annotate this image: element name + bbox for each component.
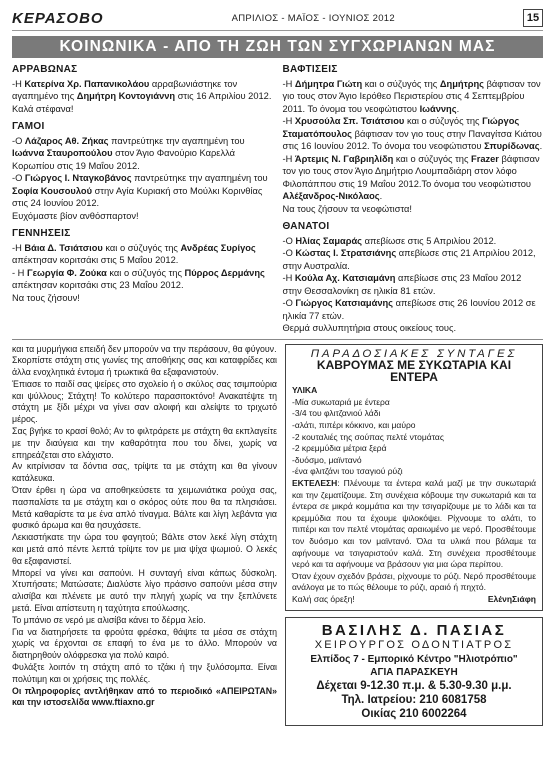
recipe-section-title: ΠΑΡΑΔΟΣΙΑΚΕΣ ΣΥΝΤΑΓΕΣ bbox=[310, 347, 518, 360]
baptism-entry: -Η Άρτεμις Ν. Γαβριηλίδη και ο σύζυγός της Frazer βάφτισαν τον γιο τους στον Άγιο Δημήτριο Λουμπαδιάρη στον λόφο Φιλοπάππου στις 19 Μαΐου 2012.Το όνομα του νεοφώτιστου Αλέξανδρος-Νικόλαος. bbox=[282, 153, 540, 201]
death-entry: -Ο Κώστας Ι. Στρατσιάνης απεβίωσε στις 21 Απριλίου 2012, στην Αυστραλία. bbox=[282, 248, 536, 271]
baptism-wish: Να τους ζήσουν τα νεοφώτιστα! bbox=[282, 203, 412, 214]
article-source: Οι πληροφορίες αντλήθηκαν από το περιοδικό «ΑΠΕΙΡΩΤΑΝ» και την ιστοσελίδα www.ftiaxno.gr bbox=[12, 685, 277, 708]
recipe-method: ΕΚΤΕΛΕΣΗ: Πλένουμε τα έντερα καλά μαζί με την συκωταριά και την ζεματίζουμε. Στη συνέχεια κόβουμε την συκωταριά και τα έντερα σε μικρά κομμάτια και την τσιγαρίζουμε με το λάδι και τα κρεμμύδια που τα έχουμε ψιλοκόψει. Ρίχνουμε το αλάτι, το πιπέρι και τον πελτέ ντομάτας αραιωμένο με νερό. Προσθέτουμε τον δυόσμο και τον μαϊντανό. Όλα τα υλικά που βάλαμε τα αφήνουμε να τσιγαριστούν καλά. Στη συνέχεια προσθέτουμε νερό και τα αφήνουμε να βράσουν για μια ώρα περίπου. bbox=[292, 478, 536, 570]
recipe-author: ΕλένηΣιάφη bbox=[487, 593, 536, 604]
recipe-closing: Καλή σας όρεξη! bbox=[292, 593, 355, 604]
ingredient-item: -αλάτι, πιπέρι κόκκινο, και μαύρο bbox=[292, 420, 416, 431]
page-number: 15 bbox=[523, 9, 543, 27]
article-paragraph: Σκορπίστε στάχτη στις γωνίες της αποθήκης σας και καταφρίδες και άλλα ενοχλητικά έντομα ή τρωκτικά θα εξαφανιστούν. bbox=[12, 355, 277, 378]
issue-date: ΑΠΡΙΛΙΟΣ - ΜΑΪΟΣ - ΙΟΥΝΙΟΣ 2012 bbox=[231, 12, 395, 24]
birth-entry: - Η Γεωργία Φ. Ζούκα και ο σύζυγός της Πύρρος Δερμάνης απέκτησαν κοριτσάκι στις 23 Μαΐου 2012. bbox=[12, 267, 265, 290]
wedding-wish: Ευχόμαστε βίον ανθόσπαρτον! bbox=[12, 210, 139, 221]
article-paragraph: Το μπάνιο σε νερό με αλισίβα κάνει το δέρμα λείο. bbox=[12, 614, 206, 625]
ash-article bbox=[12, 344, 277, 726]
social-news bbox=[12, 63, 543, 335]
engagements-heading: ΑΡΡΑΒΩΝΑΣ bbox=[12, 64, 78, 75]
dentist-phone-office: Τηλ. Ιατρείου: 210 6081758 bbox=[341, 693, 487, 706]
condolence-text: Θερμά συλλυπητήρια στους οικείους τους. bbox=[282, 323, 457, 333]
page-header bbox=[12, 6, 543, 31]
recipe-method-cont: Όταν έχουν σχεδόν βράσει, ρίχνουμε το ρύζι. Νερό προσθέτουμε ανάλογα με το πώς θέλουμε το ρύζι, αραιό ή πηχτό. bbox=[292, 570, 536, 593]
recipe-title: ΚΑΒΡΟΥΜΑΣ ΜΕ ΣΥΚΩΤΑΡΙΑ ΚΑΙ ΕΝΤΕΡΑ bbox=[316, 358, 512, 384]
article-paragraph: και τα μυρμήγκια επειδή δεν μπορούν να την περάσουν, θα φύγουν. bbox=[12, 343, 277, 354]
article-paragraph: Λεκιαστήκατε την ώρα του φαγητού; Βάλτε στον λεκέ λίγη στάχτη και μετά από πέντε λεπτά τρίψτε τον με μια ψίχα ψωμιού. Ο λεκές θα εξαφανιστεί. bbox=[12, 532, 277, 566]
ingredient-item: -ένα φλιτζάνι του τσαγιού ρύζι bbox=[292, 466, 403, 477]
dentist-phone-home: Οικίας 210 6002264 bbox=[361, 707, 467, 720]
right-lower-column bbox=[285, 344, 543, 726]
engagement-entry: -Η Κατερίνα Χρ. Παπανικολάου αρραβωνιάστηκε τον αγαπημένο της Δημήτρη Κοντογιάννη στις 16 Απριλίου 2012. bbox=[12, 78, 272, 101]
dentist-hours: Δέχεται 9-12.30 π.μ. & 5.30-9.30 μ.μ. bbox=[316, 679, 512, 692]
ingredient-item: -3/4 του φλιτζανιού λάδι bbox=[292, 408, 381, 419]
article-paragraph: Όταν έρθει η ώρα να αποθηκεύσετε τα χειμωνιάτικα ρούχα σας, πασπαλίστε τα με στάχτη και ο σκόρος ούτε που θα τα πλησιάσει. Μετά καθαρίστε τα με ένα απλό τίναγμα. Βάλτε και λίγη λεβάντα για φυσικό άρωμα και θα ησυχάσετε. bbox=[12, 485, 277, 531]
ingredient-item: -2 κρεμμύδια μέτρια ξερά bbox=[292, 443, 387, 454]
ingredient-item: -2 κουταλιές της σούπας πελτέ ντομάτας bbox=[292, 431, 444, 442]
births-heading: ΓΕΝΝΗΣΕΙΣ bbox=[12, 228, 71, 239]
ingredients-label: ΥΛΙΚΑ bbox=[292, 385, 318, 396]
ingredient-item: -Μία συκωταριά με έντερα bbox=[292, 396, 390, 407]
recipe-box bbox=[285, 344, 543, 611]
dentist-advertisement bbox=[285, 617, 543, 726]
birth-wish: Να τους ζήσουν! bbox=[12, 292, 80, 303]
dentist-area: ΑΓΙΑ ΠΑΡΑΣΚΕΥΗ bbox=[370, 666, 458, 678]
article-paragraph: Αν κιτρίνισαν τα δόντια σας, τρίψτε τα με στάχτη και θα γίνουν κατάλευκα. bbox=[12, 461, 277, 484]
ingredient-item: -δυόσμο, μαϊντανό bbox=[292, 454, 362, 465]
death-entry: -Ο Ηλίας Σαμαράς απεβίωσε στις 5 Απριλίου 2012. bbox=[282, 235, 497, 246]
dentist-specialty: ΧΕΙΡΟΥΡΓΟΣ ΟΔΟΝΤΙΑΤΡΟΣ bbox=[314, 638, 514, 651]
dentist-name: ΒΑΣΙΛΗΣ Δ. ΠΑΣΙΑΣ bbox=[321, 621, 507, 639]
weddings-heading: ΓΑΜΟΙ bbox=[12, 121, 45, 132]
article-paragraph: Φυλάξτε λοιπόν τη στάχτη από το τζάκι ή την ξυλόσομπα. Είναι πολύτιμη και οι χρήσεις της πολλές. bbox=[12, 662, 277, 684]
baptisms-heading: ΒΑΦΤΙΣΕΙΣ bbox=[282, 64, 338, 75]
death-entry: -Η Κούλα Αχ. Κατσιαμάνη απεβίωσε στις 23 Μαΐου 2012 στην Θεσσαλονίκη σε ηλικία 81 ετών. bbox=[282, 273, 522, 296]
engagement-wish: Καλά στέφανα! bbox=[12, 103, 74, 114]
section-banner: ΚΟΙΝΩΝΙΚΑ - ΑΠΟ ΤΗ ΖΩΗ ΤΩΝ ΣΥΓΧΩΡΙΑΝΩΝ ΜΑΣ bbox=[12, 36, 543, 58]
wedding-entry: -Ο Γιώργος Ι. Νταγκοβάνος παντρεύτηκε την αγαπημένη του Σοφία Κουσουλού στην Αγία Κυριακή στο Μούλκι Κορινθίας στις 24 Ιουνίου 2012. bbox=[12, 173, 268, 208]
article-paragraph: Μπορεί να γίνει και σαπούνι. Η συνταγή είναι κάπως δύσκολη. Χτυπήσατε; Ματώσατε; Διαλύστε λίγο πράσινο σαπούνι μέσα στην αλισίβα και πλένετε με αυτό την πληγή χωρίς να την ξεπλύνετε μετά. Είναι απίστευτη η ταχύτητα επούλωσης. bbox=[12, 567, 277, 614]
newspaper-logo: ΚΕΡΑΣΟΒΟ bbox=[12, 9, 104, 27]
news-right-column bbox=[283, 63, 544, 335]
baptism-entry: -Η Χρυσούλα Σπ. Τσιάτσιου και ο σύζυγός της Γιώργος Σταματόπουλος βάφτισαν τον γιο τους στην Παναγίτσα Κιάτου στις 16 Ιουνίου 2012. Το όνομα του νεοφώτιστου Σπυρίδωνας. bbox=[282, 116, 543, 151]
wedding-entry: -Ο Λάζαρος Αθ. Ζήκας παντρεύτηκε την αγαπημένη του Ιωάννα Σταυροπούλου στον Άγιο Φανούριο Καρελλά Κορωπίου στις 19 Μαΐου 2012. bbox=[12, 135, 245, 171]
birth-entry: -Η Βάια Δ. Τσιάτσιου και ο σύζυγός της Ανδρέας Συρίγος απέκτησαν κοριτσάκι στις 5 Μαΐου 2012. bbox=[12, 242, 256, 265]
article-paragraph: Σας βγήκε το κρασί θολό; Αν το φιλτράρετε με στάχτη θα εκπλαγείτε με την διαύγεια και την καθαρότητα που του δίνει, χωρίς να επηρεάζεται στο ελάχιστο. bbox=[12, 426, 277, 460]
deaths-heading: ΘΑΝΑΤΟΙ bbox=[282, 221, 330, 232]
baptism-entry: -Η Δήμητρα Γιώτη και ο σύζυγός της Δημήτρης βάφτισαν τον γιο τους στον Άγιο Ιερόθεο Περιστερίου στις 4 Σεπτεμβρίου 2011. Το όνομα του νεοφώτιστου Ιωάννης. bbox=[282, 78, 541, 114]
article-paragraph: Έπιασε το παιδί σας ψείρες στο σχολείο ή ο σκύλος σας τσιμπούρια και ψύλλους; Στάχτη! Το κολύτερο παρασιτοκτόνο! Ανακατέψτε τη στάχτη με ξίδι μέχρι να γίνει σαν αλοιφή και αλείψτε το τριχωτό μέρος. bbox=[12, 378, 277, 425]
death-entry: -Ο Γιώργος Κατσιαμάνης απεβίωσε στις 26 Ιουνίου 2012 σε ηλικία 77 ετών. bbox=[282, 298, 536, 321]
article-paragraph: Για να διατηρήσετε τα φρούτα φρέσκα, θάψτε τα μέσα σε στάχτη χωρίς να έρχονται σε επαφή το ένα με το άλλο. Μπορούν να διατηρηθούν ολόφρεσκα για πολύ καιρό. bbox=[12, 626, 277, 661]
lower-section bbox=[12, 339, 543, 726]
dentist-address: Ελπίδος 7 - Εμπορικό Κέντρο "Ηλιοτρόπιο" bbox=[310, 653, 518, 665]
news-left-column bbox=[12, 63, 273, 335]
